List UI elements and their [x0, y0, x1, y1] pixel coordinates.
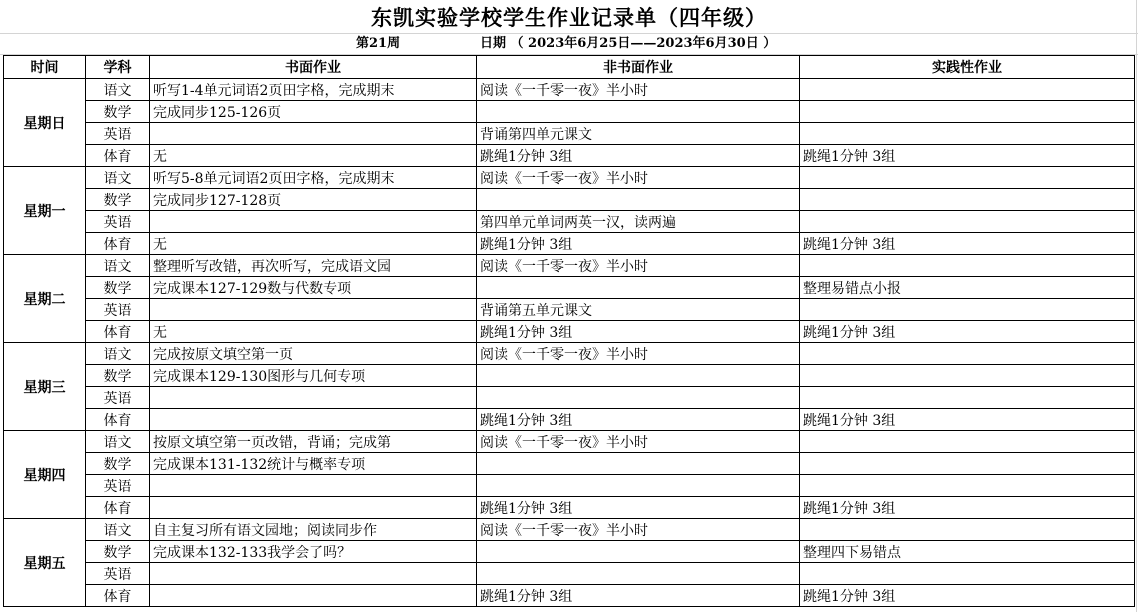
non-written-homework-cell: 跳绳1分钟 3组 — [477, 409, 800, 431]
written-homework-cell: 完成同步127-128页 — [150, 189, 477, 211]
written-homework-cell: 无 — [150, 145, 477, 167]
non-written-homework-cell: 跳绳1分钟 3组 — [477, 585, 800, 607]
non-written-homework-cell: 跳绳1分钟 3组 — [477, 145, 800, 167]
practice-homework-cell — [800, 519, 1135, 541]
written-homework-cell: 完成课本129-130图形与几何专项 — [150, 365, 477, 387]
table-row — [4, 233, 1135, 255]
table-row — [4, 211, 1135, 233]
table-row — [4, 365, 1135, 387]
non-written-homework-cell: 背诵第四单元课文 — [477, 123, 800, 145]
table-row — [4, 167, 1135, 189]
non-written-homework-cell: 阅读《一千零一夜》半小时 — [477, 167, 800, 189]
practice-homework-cell: 整理四下易错点 — [800, 541, 1135, 563]
non-written-homework-cell: 跳绳1分钟 3组 — [477, 497, 800, 519]
day-cell: 星期四 — [4, 431, 86, 519]
date-range: 日期 （ 2023年6月25日——2023年6月30日 ） — [480, 36, 777, 51]
non-written-homework-cell: 阅读《一千零一夜》半小时 — [477, 343, 800, 365]
practice-homework-cell — [800, 167, 1135, 189]
subject-cell: 数学 — [86, 277, 150, 299]
table-row — [4, 409, 1135, 431]
written-homework-cell: 听写1-4单元词语2页田字格，完成期末 — [150, 79, 477, 101]
subject-cell: 英语 — [86, 123, 150, 145]
non-written-homework-cell: 阅读《一千零一夜》半小时 — [477, 519, 800, 541]
day-cell: 星期五 — [4, 519, 86, 607]
subject-cell: 英语 — [86, 475, 150, 497]
col-header-non-written: 非书面作业 — [477, 56, 800, 79]
table-row — [4, 453, 1135, 475]
subject-cell: 语文 — [86, 343, 150, 365]
practice-homework-cell — [800, 453, 1135, 475]
table-row — [4, 585, 1135, 607]
practice-homework-cell — [800, 563, 1135, 585]
written-homework-cell: 无 — [150, 233, 477, 255]
written-homework-cell: 完成课本132-133我学会了吗？ — [150, 541, 477, 563]
practice-homework-cell — [800, 431, 1135, 453]
subject-cell: 数学 — [86, 453, 150, 475]
written-homework-cell — [150, 563, 477, 585]
practice-homework-cell — [800, 475, 1135, 497]
written-homework-cell: 无 — [150, 321, 477, 343]
practice-homework-cell — [800, 123, 1135, 145]
non-written-homework-cell — [477, 365, 800, 387]
written-homework-cell — [150, 497, 477, 519]
practice-homework-cell: 整理易错点小报 — [800, 277, 1135, 299]
subject-cell: 语文 — [86, 431, 150, 453]
subject-cell: 体育 — [86, 409, 150, 431]
table-row — [4, 519, 1135, 541]
written-homework-cell: 完成同步125-126页 — [150, 101, 477, 123]
table-row — [4, 145, 1135, 167]
col-header-practice: 实践性作业 — [800, 56, 1135, 79]
practice-homework-cell: 跳绳1分钟 3组 — [800, 233, 1135, 255]
written-homework-cell: 整理听写改错，再次听写，完成语文园 — [150, 255, 477, 277]
practice-homework-cell: 跳绳1分钟 3组 — [800, 321, 1135, 343]
subject-cell: 体育 — [86, 497, 150, 519]
table-row — [4, 255, 1135, 277]
non-written-homework-cell — [477, 475, 800, 497]
non-written-homework-cell — [477, 189, 800, 211]
non-written-homework-cell: 跳绳1分钟 3组 — [477, 321, 800, 343]
subject-cell: 语文 — [86, 79, 150, 101]
table-row — [4, 431, 1135, 453]
col-header-time: 时间 — [4, 56, 86, 79]
written-homework-cell — [150, 585, 477, 607]
table-row — [4, 387, 1135, 409]
non-written-homework-cell: 跳绳1分钟 3组 — [477, 233, 800, 255]
written-homework-cell — [150, 123, 477, 145]
table-row — [4, 79, 1135, 101]
non-written-homework-cell — [477, 563, 800, 585]
grid-line — [1136, 0, 1137, 612]
table-body — [4, 79, 1135, 607]
subject-cell: 语文 — [86, 167, 150, 189]
day-cell: 星期三 — [4, 343, 86, 431]
table-row — [4, 563, 1135, 585]
practice-homework-cell: 跳绳1分钟 3组 — [800, 145, 1135, 167]
practice-homework-cell — [800, 211, 1135, 233]
table-row — [4, 299, 1135, 321]
table-row — [4, 189, 1135, 211]
non-written-homework-cell: 第四单元单词两英一汉，读两遍 — [477, 211, 800, 233]
table-row — [4, 475, 1135, 497]
subject-cell: 体育 — [86, 585, 150, 607]
subject-cell: 数学 — [86, 541, 150, 563]
non-written-homework-cell: 阅读《一千零一夜》半小时 — [477, 431, 800, 453]
non-written-homework-cell: 背诵第五单元课文 — [477, 299, 800, 321]
table-row — [4, 123, 1135, 145]
header-row — [4, 56, 1135, 79]
written-homework-cell: 自主复习所有语文园地；阅读同步作 — [150, 519, 477, 541]
non-written-homework-cell — [477, 453, 800, 475]
week-label: 第21周 — [356, 36, 401, 51]
practice-homework-cell — [800, 79, 1135, 101]
written-homework-cell: 听写5-8单元词语2页田字格，完成期末 — [150, 167, 477, 189]
practice-homework-cell — [800, 189, 1135, 211]
non-written-homework-cell: 阅读《一千零一夜》半小时 — [477, 255, 800, 277]
practice-homework-cell: 跳绳1分钟 3组 — [800, 585, 1135, 607]
homework-table — [3, 55, 1135, 607]
non-written-homework-cell: 阅读《一千零一夜》半小时 — [477, 79, 800, 101]
subject-cell: 英语 — [86, 211, 150, 233]
written-homework-cell: 完成课本127-129数与代数专项 — [150, 277, 477, 299]
subject-cell: 体育 — [86, 321, 150, 343]
written-homework-cell — [150, 211, 477, 233]
table-row — [4, 343, 1135, 365]
table-row — [4, 277, 1135, 299]
subject-cell: 语文 — [86, 519, 150, 541]
written-homework-cell: 按原文填空第一页改错，背诵；完成第 — [150, 431, 477, 453]
page-title: 东凯实验学校学生作业记录单（四年级） — [371, 5, 767, 30]
subject-cell: 数学 — [86, 189, 150, 211]
practice-homework-cell — [800, 343, 1135, 365]
subject-cell: 体育 — [86, 233, 150, 255]
written-homework-cell: 完成课本131-132统计与概率专项 — [150, 453, 477, 475]
written-homework-cell: 完成按原文填空第一页 — [150, 343, 477, 365]
written-homework-cell — [150, 475, 477, 497]
subject-cell: 英语 — [86, 563, 150, 585]
table-row — [4, 101, 1135, 123]
subject-cell: 数学 — [86, 365, 150, 387]
col-header-subject: 学科 — [86, 56, 150, 79]
day-cell: 星期日 — [4, 79, 86, 167]
non-written-homework-cell — [477, 541, 800, 563]
practice-homework-cell — [800, 299, 1135, 321]
practice-homework-cell: 跳绳1分钟 3组 — [800, 497, 1135, 519]
non-written-homework-cell — [477, 387, 800, 409]
written-homework-cell — [150, 387, 477, 409]
day-cell: 星期二 — [4, 255, 86, 343]
practice-homework-cell — [800, 387, 1135, 409]
practice-homework-cell — [800, 365, 1135, 387]
subject-cell: 数学 — [86, 101, 150, 123]
day-cell: 星期一 — [4, 167, 86, 255]
subject-cell: 英语 — [86, 299, 150, 321]
written-homework-cell — [150, 299, 477, 321]
non-written-homework-cell — [477, 101, 800, 123]
table-row — [4, 321, 1135, 343]
non-written-homework-cell — [477, 277, 800, 299]
written-homework-cell — [150, 409, 477, 431]
col-header-written: 书面作业 — [150, 56, 477, 79]
subject-cell: 语文 — [86, 255, 150, 277]
subject-cell: 体育 — [86, 145, 150, 167]
table-row — [4, 541, 1135, 563]
practice-homework-cell — [800, 101, 1135, 123]
table-row — [4, 497, 1135, 519]
practice-homework-cell: 跳绳1分钟 3组 — [800, 409, 1135, 431]
subject-cell: 英语 — [86, 387, 150, 409]
practice-homework-cell — [800, 255, 1135, 277]
